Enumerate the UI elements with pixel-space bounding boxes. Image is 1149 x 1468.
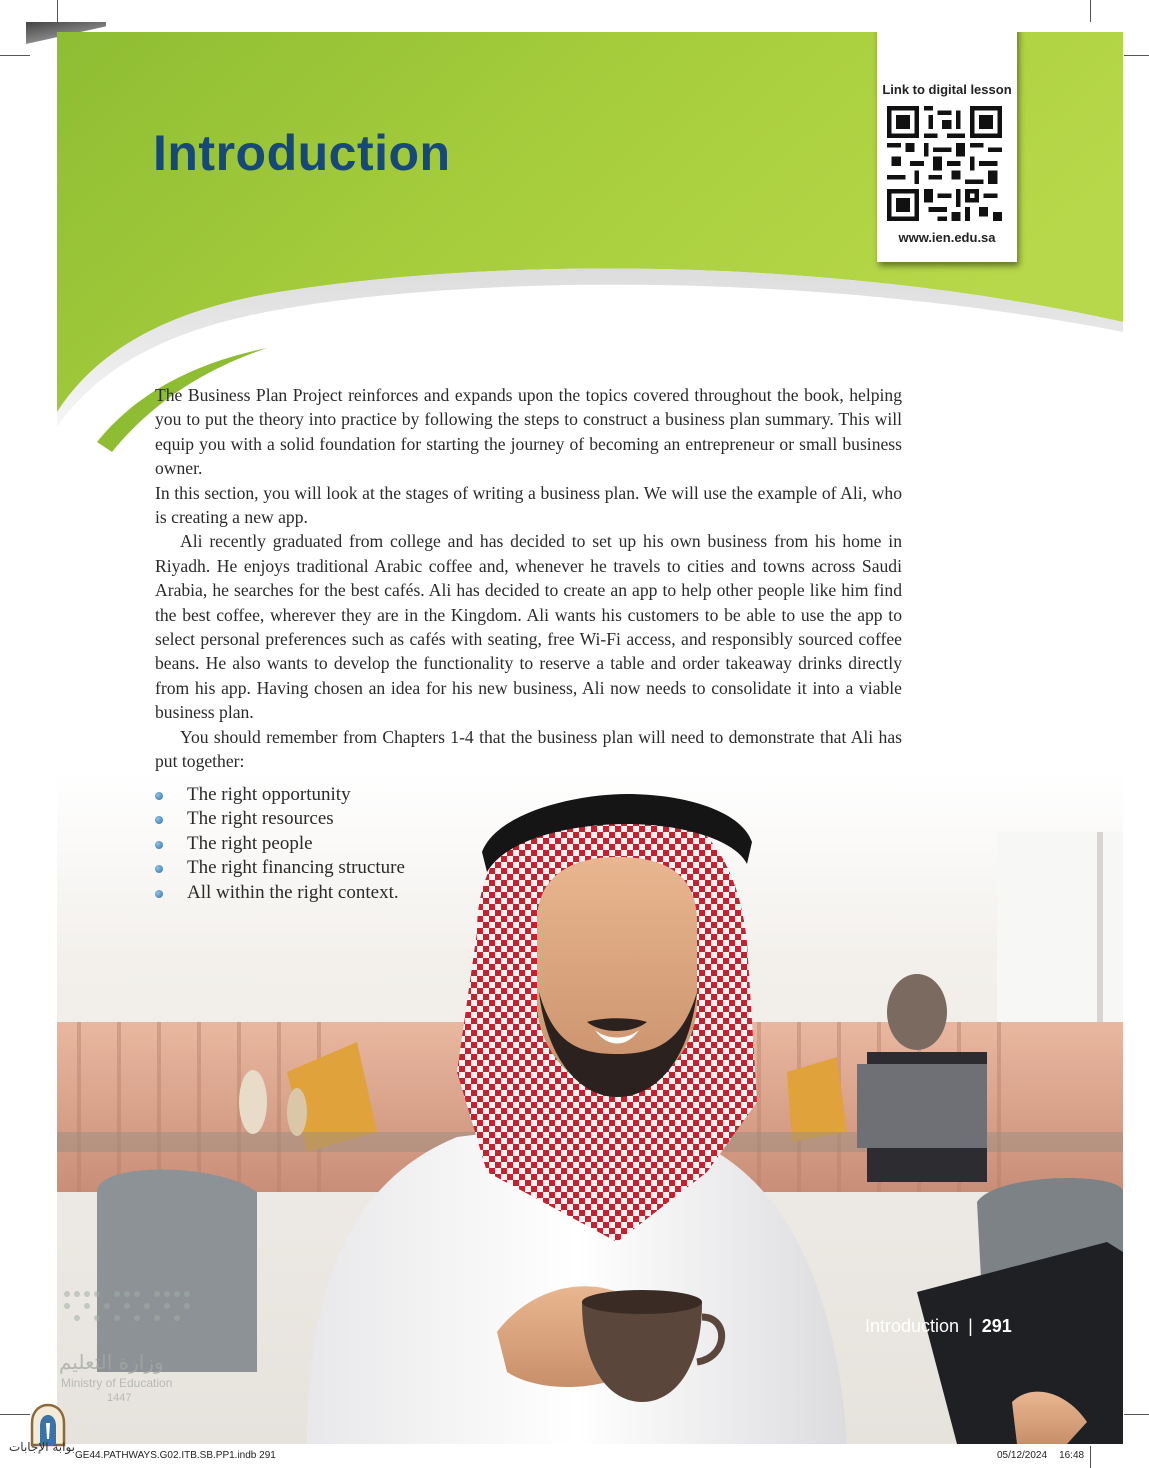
paragraph: You should remember from Chapters 1-4 that the business plan will need to demonstrate that Ali has put together: (155, 726, 902, 772)
watermark-text: بوابة الإجابات (8, 1440, 75, 1454)
paragraph: The Business Plan Project reinforces and expands upon the topics covered throughout the book, helping you to put the theory into practice by following the steps to construct a business plan summary. This will equip you with a solid foundation for starting the journey of becoming an entrepreneur or small business owner. (155, 385, 902, 479)
page-number: 291 (981, 1316, 1012, 1336)
qr-code-icon[interactable] (887, 106, 1002, 221)
body-text (155, 383, 902, 774)
crop-mark (57, 0, 58, 22)
slug-time: 16:48 (1059, 1450, 1085, 1461)
bullet-icon (155, 792, 163, 800)
ministry-name-english: Ministry of Education (61, 1376, 173, 1390)
list-item-text: The right people (187, 832, 313, 854)
list-item (154, 832, 405, 856)
list-item (154, 856, 405, 880)
qr-link-card[interactable] (877, 32, 1017, 262)
list-item-text: The right financing structure (187, 857, 405, 879)
footer-separator: | (968, 1316, 973, 1336)
list-item (154, 881, 405, 905)
qr-url[interactable]: www.ien.edu.sa (898, 230, 996, 245)
list-item-text: The right resources (187, 808, 334, 830)
bullet-icon (155, 890, 163, 898)
ministry-name-arabic: وزارة التعليم (59, 1350, 164, 1374)
crop-mark (1090, 0, 1091, 22)
bullet-icon (155, 816, 163, 824)
footer-section: Introduction (865, 1316, 960, 1336)
crop-mark (1124, 55, 1149, 56)
bullet-list (154, 783, 405, 905)
slug-date: 05/12/2024 (997, 1450, 1048, 1461)
ministry-year: 1447 (107, 1392, 132, 1404)
list-item-text: All within the right context. (187, 881, 399, 903)
bullet-icon (155, 841, 163, 849)
print-slug-date (997, 1450, 1084, 1461)
crop-mark (1124, 1414, 1149, 1415)
bullet-icon (155, 865, 163, 873)
list-item-text: The right opportunity (187, 784, 351, 805)
print-slug-file: GE44.PATHWAYS.G02.ITB.SB.PP1.indb 291 (75, 1450, 276, 1461)
paragraph: In this section, you will look at the stages of writing a business plan. We will use the example of Ali, who is creating a new app. (155, 482, 902, 528)
page-footer (865, 1316, 1012, 1337)
paragraph: Ali recently graduated from college and has decided to set up his own business from his home in Riyadh. He enjoys traditional Arabic coffee and, whenever he travels to cities and towns across Saudi Arabia, he searches for the best cafés. Ali has decided to create an app to help other people like him find the best coffee, wherever they are in the Kingdom. Ali wants his customers to be able to use the app to select personal preferences such as cafés with seating, free Wi-Fi access, and responsibly sourced coffee beans. He also wants to develop the functionality to reserve a table and order takeaway drinks directly from his app. Having chosen an idea for his new business, Ali now needs to consolidate it into a viable business plan. (155, 531, 902, 723)
crop-mark (1090, 1446, 1091, 1468)
list-item (154, 783, 405, 807)
qr-label: Link to digital lesson (882, 82, 1012, 97)
answers-gate-logo-icon (0, 1393, 82, 1468)
list-item (154, 807, 405, 831)
page (57, 32, 1123, 1444)
crop-mark (0, 55, 30, 56)
page-title: Introduction (153, 125, 451, 181)
